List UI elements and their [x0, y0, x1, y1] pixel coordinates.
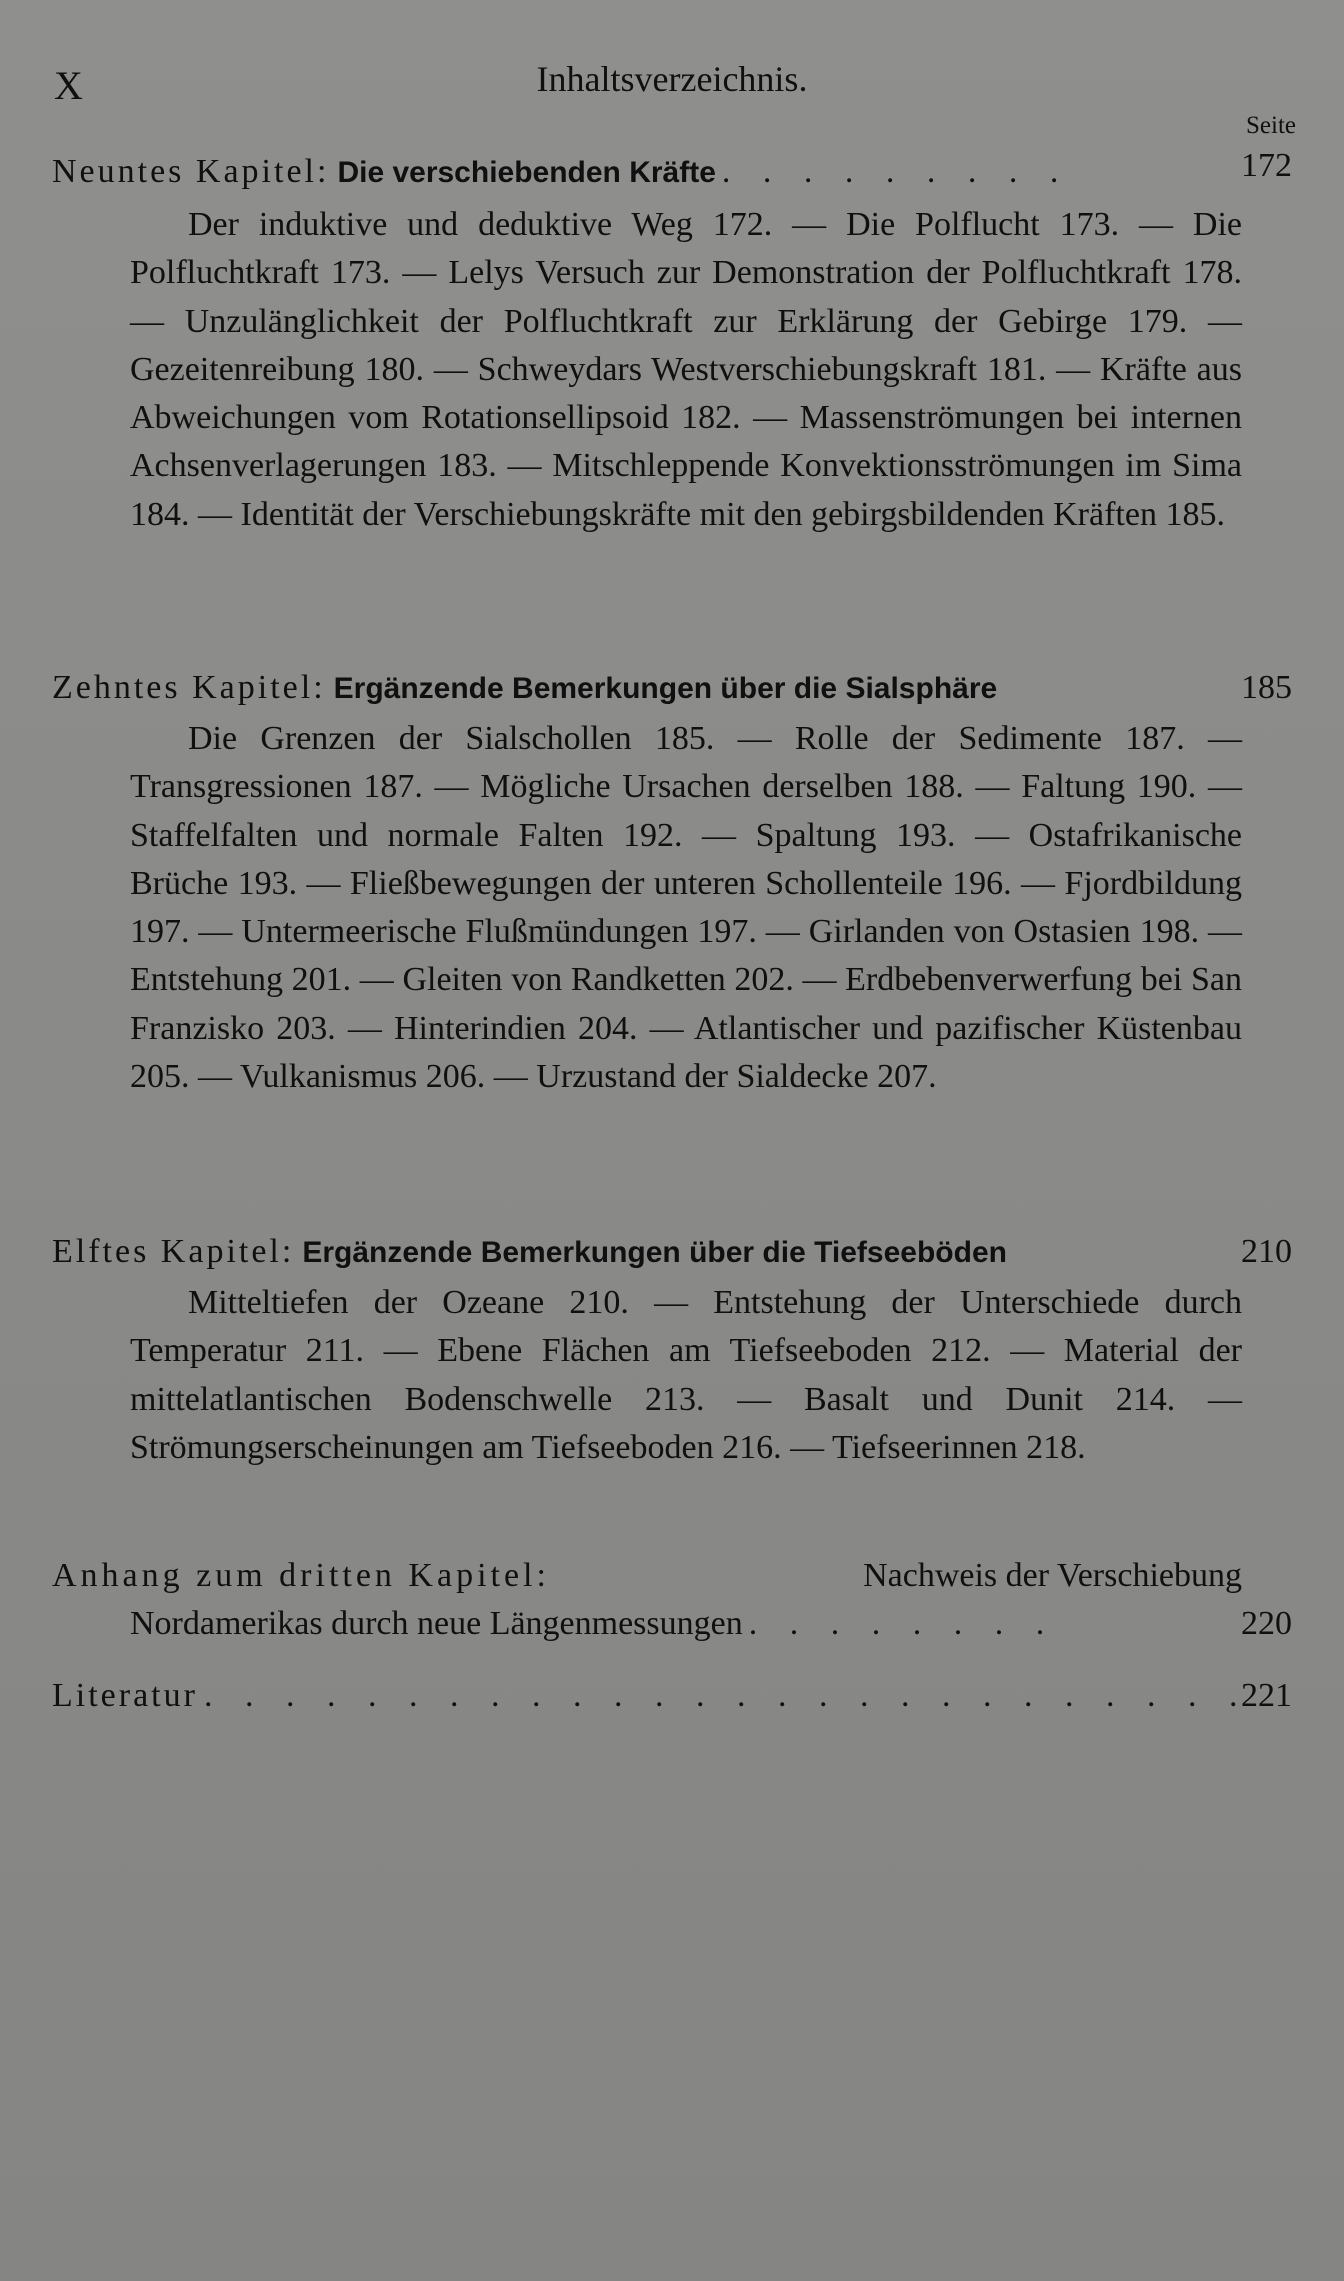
dot-leader: . . . . . . . . . . . . . . . . . . . . . . . . . . [203, 1677, 1250, 1714]
toc-entry-heading [52, 1672, 1292, 1720]
chapter-description: Mitteltiefen der Ozeane 210. — Entstehung der Unterschiede durch Temperatur 211. — Ebene Flächen am Tiefseeboden 212. — Material der mittelatlantischen Bodenschwelle 213. — Basalt und Dunit 214. — Strömungserscheinungen am Tiefseeboden 216. — Tiefseerinnen 218. [130, 1284, 1242, 1466]
appendix-title-line-2-row [130, 1600, 1292, 1648]
toc-entry-heading [52, 664, 1292, 713]
page-ref: 220 [1241, 1605, 1292, 1642]
page-ref: 210 [1241, 1233, 1292, 1270]
page-number: X [54, 63, 83, 108]
toc-entry-chapter-10 [52, 664, 1292, 1101]
toc-entry-appendix [52, 1552, 1292, 1648]
page-ref: 172 [1241, 147, 1292, 184]
running-title: Inhaltsverzeichnis. [536, 59, 808, 99]
dot-leader: . . . . . . . . [748, 1605, 1057, 1642]
chapter-label: Neuntes Kapitel: [52, 153, 330, 190]
dot-leader: . . . . . . . . . [721, 153, 1071, 190]
literature-label: Literatur [52, 1677, 198, 1714]
appendix-title-line-1: Nachweis der Verschiebung [863, 1557, 1242, 1594]
chapter-title: Ergänzende Bemerkungen über die Tiefseeböden [302, 1236, 1007, 1269]
page-ref: 221 [1241, 1677, 1292, 1714]
chapter-description: Der induktive und deduktive Weg 172. — Die Polflucht 173. — Die Polfluchtkraft 173. — Lelys Versuch zur Demonstration der Polfluchtkraft 178. — Unzulänglichkeit der Polfluchtkraft zur Erklärung der Gebirge 179. — Gezeitenreibung 180. — Schweydars Westverschiebungskraft 181. — Kräfte aus Abweichungen vom Rotationsellipsoid 182. — Massenströmungen bei internen Achsenverlagerungen 183. — Mitschleppende Konvektionsströmungen im Sima 184. — Identität der Verschiebungskräfte mit den gebirgsbildenden Kräften 185. [130, 206, 1242, 533]
chapter-title: Die verschiebenden Kräfte [337, 156, 716, 189]
page-ref: 185 [1241, 669, 1292, 706]
seite-label: Seite [1246, 112, 1296, 139]
toc-entry-heading [52, 1552, 1292, 1600]
chapter-label: Elftes Kapitel: [52, 1233, 295, 1270]
toc-entry-chapter-9 [52, 148, 1292, 539]
chapter-description: Die Grenzen der Sialschollen 185. — Rolle der Sedimente 187. — Transgressionen 187. — Mögliche Ursachen derselben 188. — Faltung 190. — Staffelfalten und normale Falten 192. — Spaltung 193. — Ostafrikanische Brüche 193. — Fließbewegungen der unteren Schollenteile 196. — Fjordbildung 197. — Untermeerische Flußmündungen 197. — Girlanden von Ostasien 198. — Entstehung 201. — Gleiten von Randketten 202. — Erdbebenverwerfung bei San Franzisko 203. — Hinterindien 204. — Atlantischer und pazifischer Küstenbau 205. — Vulkanismus 206. — Urzustand der Sialdecke 207. [130, 720, 1242, 1096]
toc-entry-heading [52, 1228, 1292, 1277]
toc-entry-heading [52, 148, 1292, 197]
appendix-title-line-2: Nordamerikas durch neue Längenmessungen [130, 1605, 743, 1642]
toc-entry-literature [52, 1672, 1292, 1720]
chapter-title: Ergänzende Bemerkungen über die Sialsphäre [333, 672, 998, 705]
appendix-label: Anhang zum dritten Kapitel: [52, 1557, 550, 1594]
toc-entry-chapter-11 [52, 1228, 1292, 1472]
chapter-label: Zehntes Kapitel: [52, 669, 326, 706]
